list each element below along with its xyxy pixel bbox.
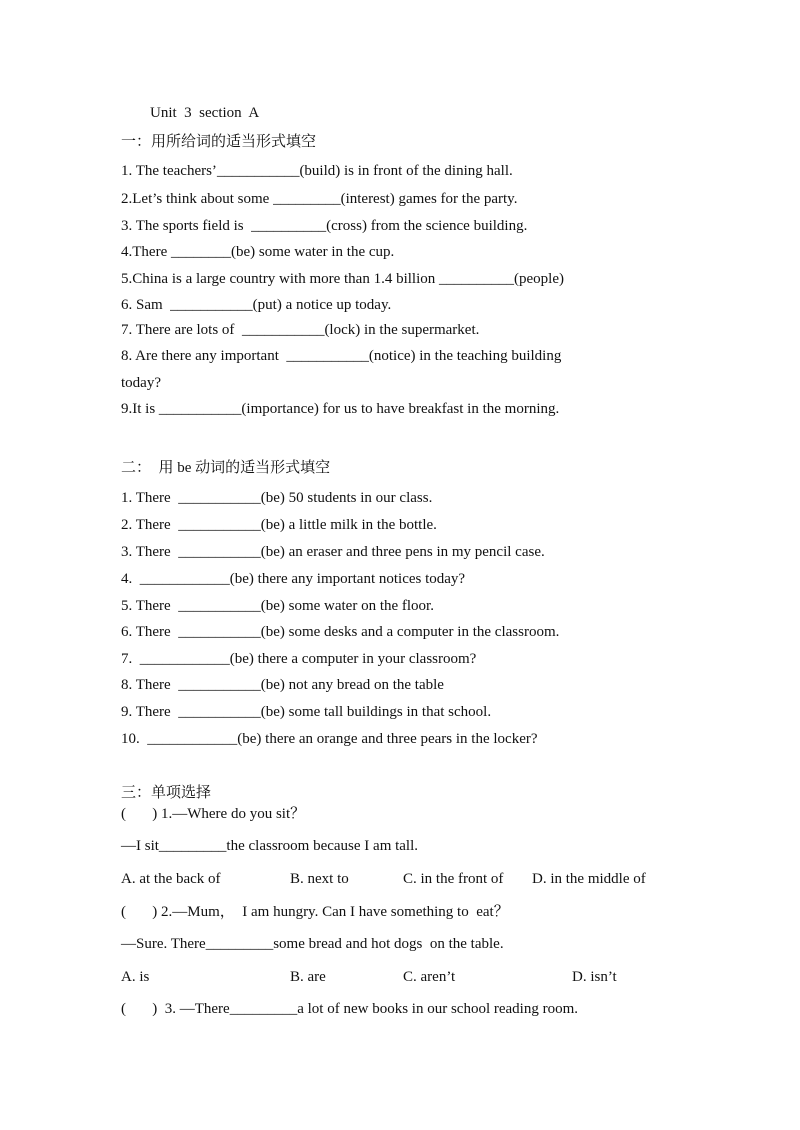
answer-blank: ___________ [178, 677, 261, 693]
exercise-item [121, 569, 465, 589]
section-1-heading: 一：用所给词的适当形式填空 [121, 134, 317, 150]
answer-blank: ___________ [216, 163, 300, 179]
item-text: (be) some water on the floor. [260, 598, 434, 614]
item-text: (be) 50 students in our class. [260, 490, 433, 506]
answer-blank: ________ [170, 244, 231, 260]
item-text: (be) there any important notices today? [229, 571, 466, 587]
item-text: 5. There [121, 598, 179, 614]
option-a: A. at the back of [121, 871, 221, 887]
answer-blank: ____________ [147, 731, 238, 747]
page-title: Unit 3 section A [150, 105, 260, 121]
exercise-item [121, 729, 538, 749]
option-d: D. in the middle of [532, 871, 646, 887]
item-text: (be) there an orange and three pears in the locker? [237, 731, 538, 747]
item-text: (importance) for us to have breakfast in the morning. [241, 401, 560, 417]
response-text: some bread and hot dogs on the table. [273, 936, 504, 952]
item-text: 4. [121, 571, 140, 587]
item-text: (be) some desks and a computer in the classroom. [260, 624, 560, 640]
item-text: (be) some water in the cup. [230, 244, 395, 260]
item-text: 2.Let’s think about some [121, 191, 274, 207]
answer-blank: ___________ [178, 490, 261, 506]
exercise-item [121, 216, 527, 236]
exercise-item [121, 242, 394, 262]
item-text: 8. There [121, 677, 179, 693]
exercise-item [121, 596, 434, 616]
answer-blank: ___________ [158, 401, 242, 417]
item-text: (cross) from the science building. [326, 218, 528, 234]
exercise-item [121, 295, 391, 315]
exercise-item [121, 189, 517, 209]
section-3-heading: 三：单项选择 [121, 785, 212, 801]
option-c: C. in the front of [403, 871, 504, 887]
item-text: 6. Sam [121, 297, 171, 313]
item-text: (be) some tall buildings in that school. [260, 704, 492, 720]
option-c: C. aren’t [403, 969, 456, 985]
exercise-item [121, 675, 444, 695]
answer-blank: ___________ [178, 517, 261, 533]
item-text: (build) is in front of the dining hall. [299, 163, 513, 179]
answer-blank: _________ [158, 838, 227, 854]
item-text: 6. There [121, 624, 179, 640]
item-text: (be) an eraser and three pens in my pencil case. [260, 544, 545, 560]
section-2-heading: 二： 用 be 动词的适当形式填空 [121, 460, 331, 476]
answer-blank: ___________ [178, 704, 261, 720]
option-b: B. are [290, 969, 326, 985]
exercise-item [121, 373, 161, 393]
item-text: 1. The teachers’ [121, 163, 217, 179]
item-text: 3. There [121, 544, 179, 560]
exercise-item [121, 346, 561, 366]
answer-blank: ____________ [139, 651, 230, 667]
item-text: 10. [121, 731, 148, 747]
answer-blank: __________ [439, 271, 515, 287]
stem-text: a lot of new books in our school reading room. [297, 1001, 578, 1017]
item-text: 5.China is a large country with more than 1.4 billion [121, 271, 440, 287]
option-a: A. is [121, 969, 150, 985]
item-text: 2. There [121, 517, 179, 533]
exercise-item [121, 515, 437, 535]
answer-blank: ___________ [178, 598, 261, 614]
option-d: D. isn’t [572, 969, 617, 985]
item-text: 9.It is [121, 401, 159, 417]
item-text: 1. There [121, 490, 179, 506]
exercise-item [121, 702, 491, 722]
item-text: 8. Are there any important [121, 348, 287, 364]
exercise-item [121, 542, 545, 562]
exercise-item [121, 399, 559, 419]
exercise-item [121, 488, 432, 508]
answer-blank: __________ [251, 218, 327, 234]
item-text: 3. The sports field is [121, 218, 252, 234]
question-3-stem [121, 999, 578, 1019]
item-text: 9. There [121, 704, 179, 720]
item-text: (put) a notice up today. [252, 297, 392, 313]
question-2-response [121, 934, 504, 954]
item-text: today? [121, 375, 161, 391]
response-text: —Sure. There [121, 936, 206, 952]
item-text: (interest) games for the party. [340, 191, 518, 207]
item-text: (be) not any bread on the table [260, 677, 444, 693]
question-2-stem: ( ) 2.—Mum， I am hungry. Can I have something to eat？ [121, 904, 509, 920]
item-text: (be) a little milk in the bottle. [260, 517, 437, 533]
answer-blank: ___________ [178, 544, 261, 560]
item-text: (notice) in the teaching building [368, 348, 562, 364]
exercise-item [121, 320, 479, 340]
item-text: 7. There are lots of [121, 322, 242, 338]
exercise-item [121, 161, 513, 181]
exercise-item [121, 649, 476, 669]
answer-blank: ___________ [241, 322, 325, 338]
answer-blank: _________ [205, 936, 274, 952]
answer-blank: ___________ [178, 624, 261, 640]
answer-blank: _________ [229, 1001, 298, 1017]
exercise-item [121, 269, 564, 289]
item-text: (lock) in the supermarket. [324, 322, 480, 338]
exercise-item [121, 622, 559, 642]
answer-blank: ___________ [286, 348, 369, 364]
stem-text: ( ) 3. —There [121, 1001, 230, 1017]
answer-blank: ____________ [139, 571, 230, 587]
answer-blank: ___________ [170, 297, 253, 313]
item-text: 7. [121, 651, 140, 667]
answer-blank: _________ [273, 191, 341, 207]
option-b: B. next to [290, 871, 349, 887]
item-text: (be) there a computer in your classroom? [229, 651, 477, 667]
item-text: (people) [514, 271, 564, 287]
response-text: —I sit [121, 838, 159, 854]
question-1-stem: ( ) 1.—Where do you sit？ [121, 806, 306, 822]
item-text: 4.There [121, 244, 171, 260]
question-1-response [121, 836, 418, 856]
response-text: the classroom because I am tall. [226, 838, 419, 854]
